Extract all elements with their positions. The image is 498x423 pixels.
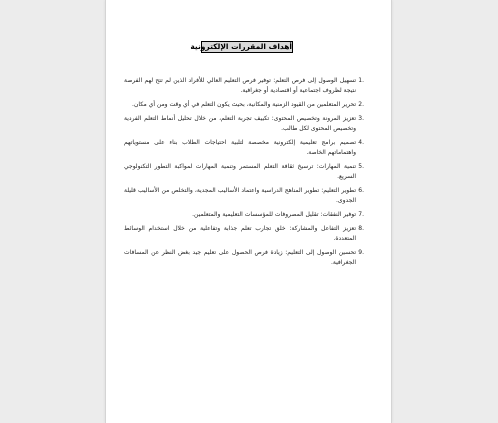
- list-item: [124, 138, 364, 158]
- list-item: [124, 224, 364, 244]
- item-number: .5: [358, 163, 364, 170]
- item-number: .4: [358, 139, 364, 146]
- item-number: .7: [358, 211, 364, 218]
- item-text: تعزيز المرونة وتخصيص المحتوى: تكييف تجربة التعلم، من خلال تحليل أنماط التعلم الفردية وتخصيص المحتوى لكل طالب.: [124, 115, 356, 132]
- list-item: [124, 114, 364, 134]
- list-item: [124, 162, 364, 182]
- list-item: [124, 210, 364, 220]
- item-number: .9: [358, 249, 364, 256]
- item-number: .8: [358, 225, 364, 232]
- list-item: [124, 76, 364, 96]
- document-page: [105, 0, 392, 423]
- item-text: تسهيل الوصول إلى فرص التعلم: توفير فرص التعليم العالي للأفراد الذين لم تتح لهم الفرصة نتيجة لظروف اجتماعية أو اقتصادية أو جغرافية.: [124, 77, 356, 94]
- item-text: توفير النفقات: تقليل المصروفات للمؤسسات التعليمية والمتعلمين.: [192, 211, 356, 218]
- list-item: [124, 248, 364, 268]
- item-number: .2: [358, 101, 364, 108]
- item-text: تطوير التعليم: تطوير المناهج الدراسية واعتماد الأساليب المجدية، والتخلص من الأساليب قليلة الجدوى.: [124, 187, 356, 204]
- item-text: تنمية المهارات: ترسيخ ثقافة التعلم المستمر وتنمية المهارات لمواكبة التطور التكنولوجي السريع.: [124, 163, 356, 180]
- item-text: تصميم برامج تعليمية إلكترونية مخصصة لتلبية احتياجات الطلاب بناء على مستوياتهم واهتماماتهم الخاصة.: [124, 139, 356, 156]
- item-number: .3: [358, 115, 364, 122]
- item-text: تعزيز التفاعل والمشاركة: خلق تجارب تعلم جذابة وتفاعلية من خلال استخدام الوسائط المتعددة.: [124, 225, 356, 242]
- list-item: [124, 100, 364, 110]
- document-title: أهداف المقررات الإلكترونية: [190, 42, 292, 51]
- item-text: تحرير المتعلمين من القيود الزمنية والمكانية، بحيث يكون التعلم في أي وقت ومن أي مكان.: [132, 101, 356, 108]
- item-number: .6: [358, 187, 364, 194]
- item-text: تحسين الوصول إلى التعليم: زيادة فرص الحصول على تعليم جيد بغض النظر عن المسافات الجغرافية.: [124, 249, 356, 266]
- objectives-list: [124, 76, 364, 272]
- list-item: [124, 186, 364, 206]
- item-number: .1: [358, 77, 364, 84]
